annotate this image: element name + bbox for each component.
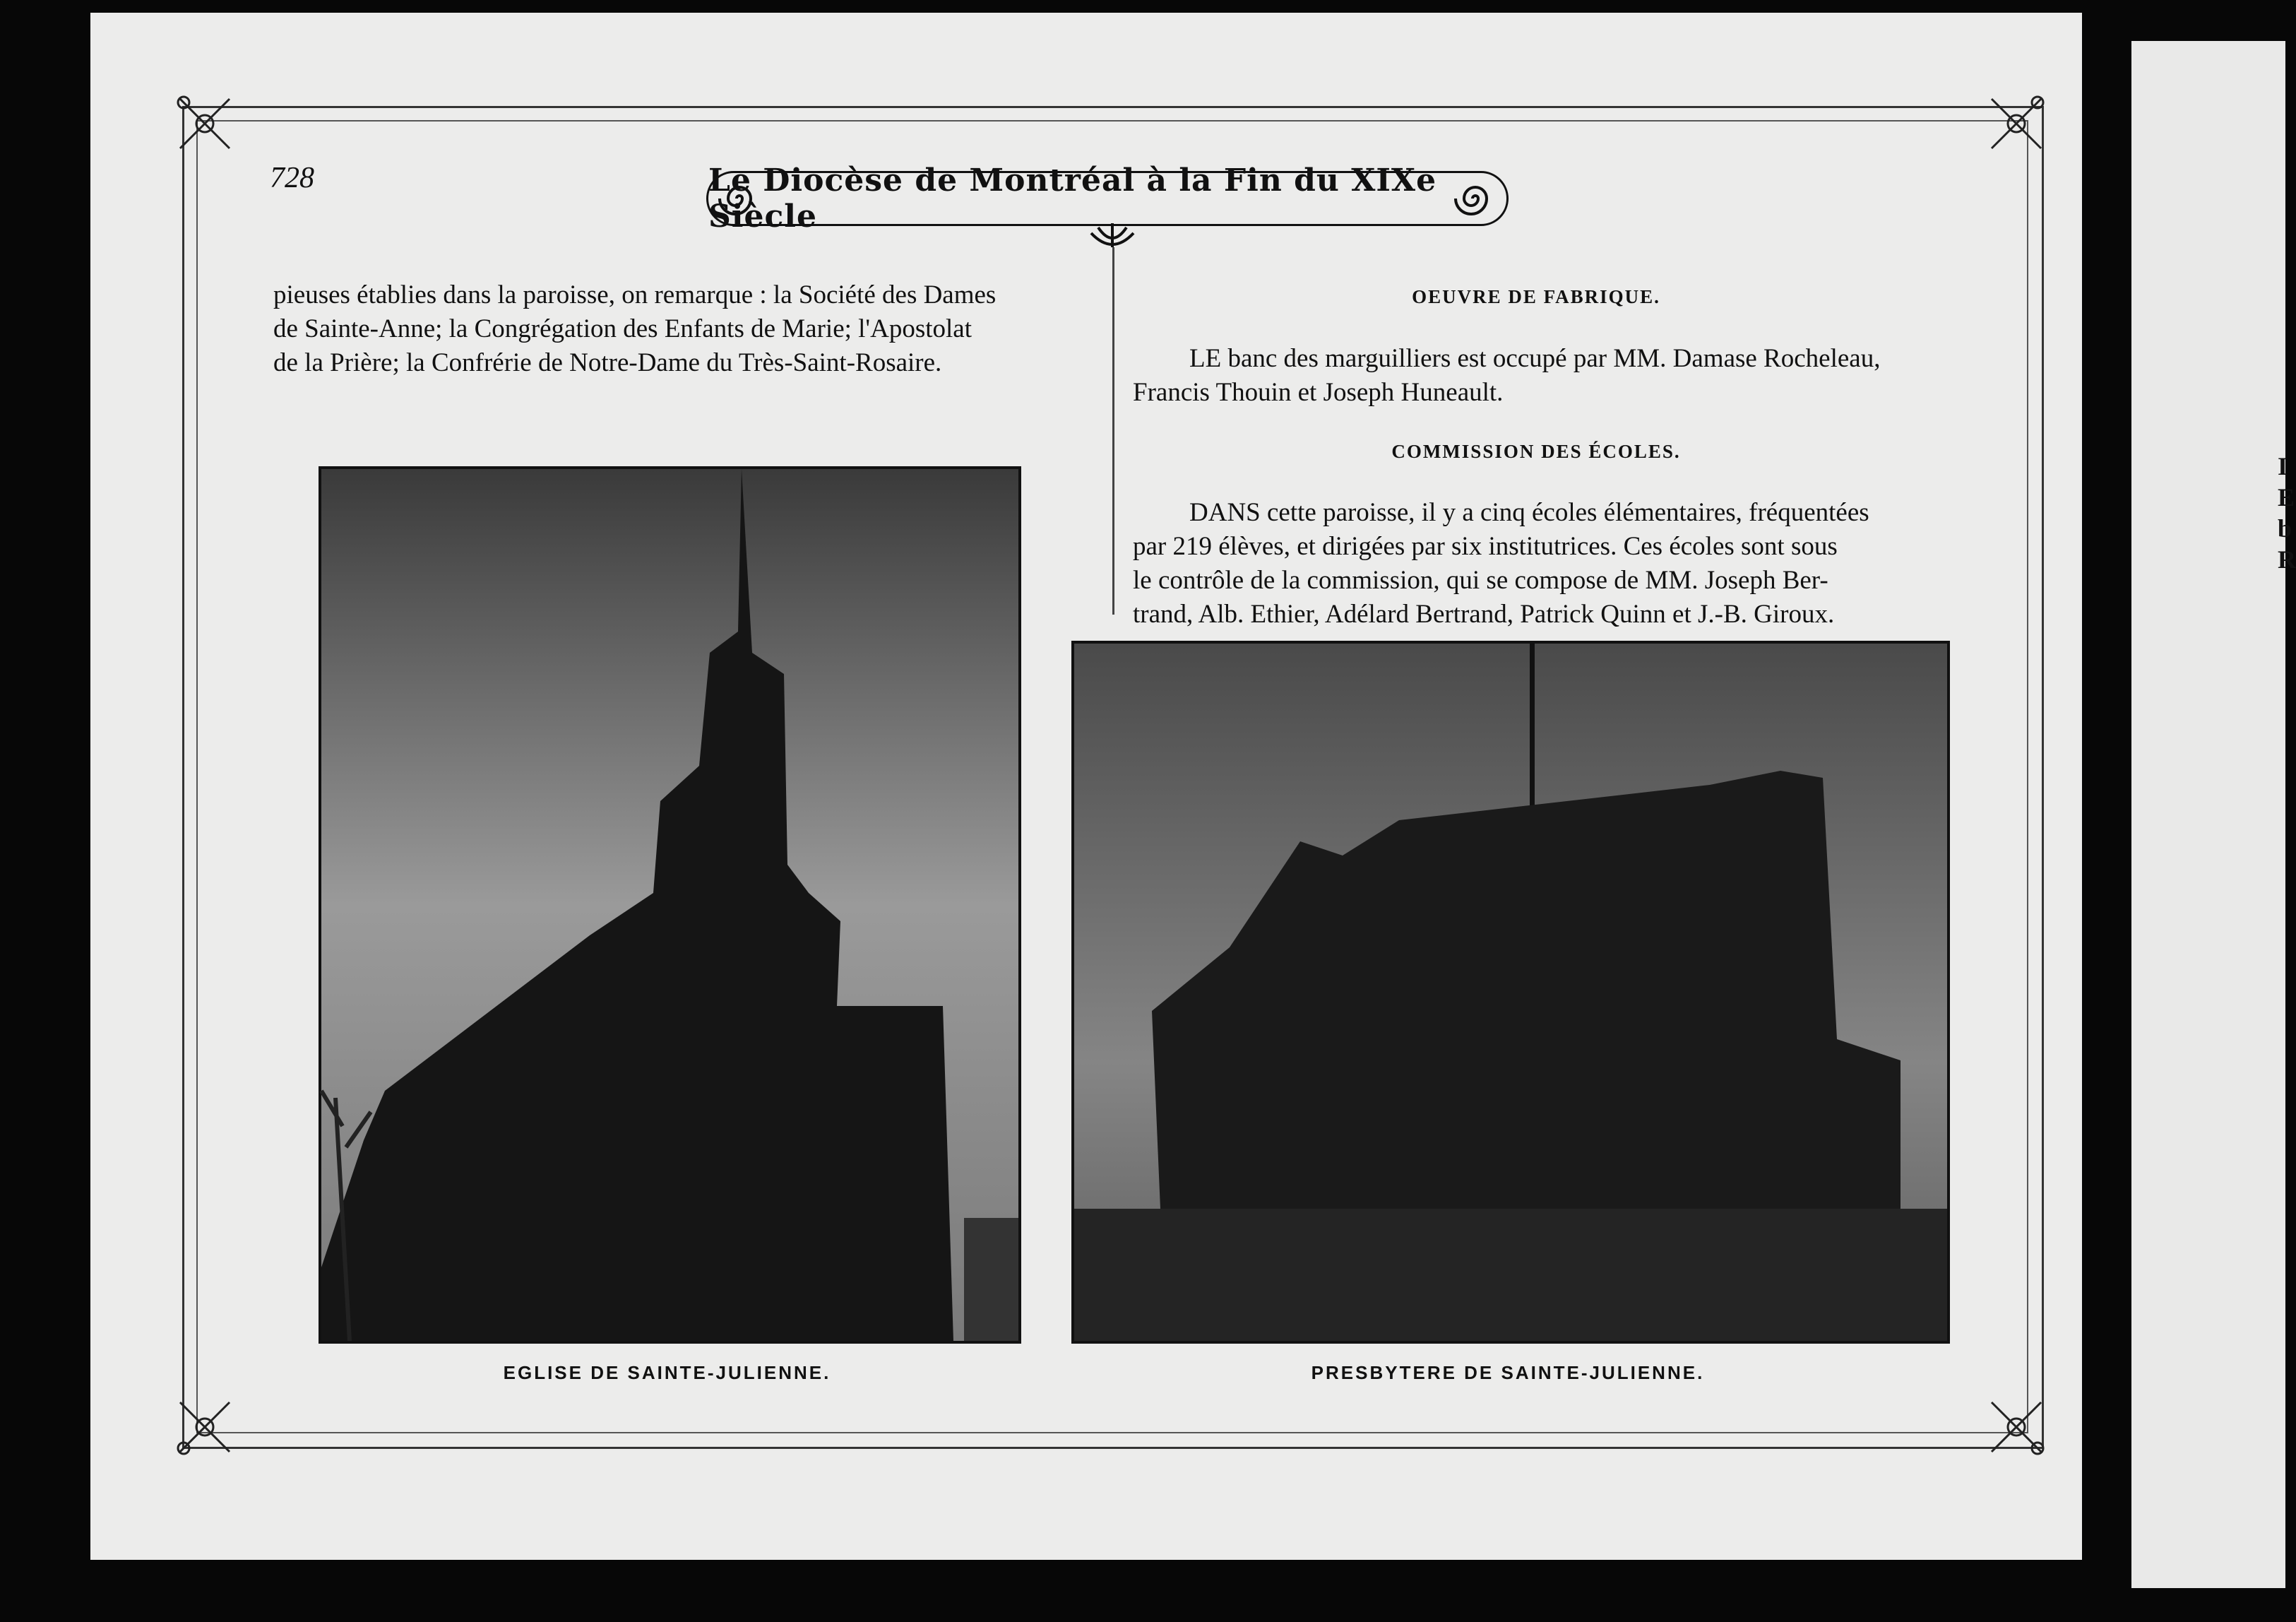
text-line: de la Prière; la Confrérie de Notre-Dame du Très-Saint-Rosaire. bbox=[273, 348, 942, 377]
church-silhouette bbox=[321, 469, 1018, 1341]
running-header bbox=[706, 162, 1509, 235]
corner-ornament-icon bbox=[1985, 1395, 2048, 1459]
text-line: b bbox=[2278, 514, 2292, 543]
header-flourish-icon bbox=[1084, 220, 1141, 250]
corner-ornament-icon bbox=[173, 92, 237, 155]
presbytery-photo bbox=[1071, 641, 1950, 1344]
text-line: trand, Alb. Ethier, Adélard Bertrand, Patrick Quinn et J.-B. Giroux. bbox=[1133, 600, 1835, 629]
fabrique-paragraph bbox=[1133, 342, 1945, 410]
text-line: E bbox=[2278, 483, 2295, 511]
adjacent-page-edge bbox=[2131, 41, 2285, 1588]
text-line: LE banc des marguilliers est occupé par MM. Damase Rocheleau, bbox=[1189, 344, 1881, 373]
text-line: DANS cette paroisse, il y a cinq écoles élémentaires, fréquentées bbox=[1189, 498, 1869, 527]
scroll-swirl-icon bbox=[718, 177, 761, 220]
text-line: R bbox=[2278, 545, 2296, 574]
text-line: par 219 élèves, et dirigées par six institutrices. Ces écoles sont sous bbox=[1133, 532, 1838, 561]
caption-church: EGLISE DE SAINTE-JULIENNE. bbox=[503, 1362, 831, 1383]
corner-ornament-icon bbox=[173, 1395, 237, 1459]
church-photo bbox=[319, 466, 1021, 1344]
page-number: 728 bbox=[270, 162, 314, 194]
adjacent-page-text bbox=[2278, 451, 2296, 575]
text-line: le contrôle de la commission, qui se compose de MM. Joseph Ber- bbox=[1133, 566, 1828, 595]
text-line: I bbox=[2278, 452, 2288, 480]
corner-ornament-icon bbox=[1985, 92, 2048, 155]
text-line: de Sainte-Anne; la Congrégation des Enfants de Marie; l'Apostolat bbox=[273, 314, 972, 343]
section-heading-ecoles: COMMISSION DES ÉCOLES. bbox=[1391, 441, 1681, 462]
left-paragraph bbox=[273, 278, 1085, 380]
scroll-swirl-icon bbox=[1454, 177, 1497, 220]
section-heading-fabrique: OEUVRE DE FABRIQUE. bbox=[1412, 286, 1660, 307]
header-title: Le Diocèse de Montréal à la Fin du XIXe Siècle bbox=[708, 162, 1437, 235]
presbytery-silhouette bbox=[1074, 644, 1947, 1341]
ecoles-paragraph bbox=[1133, 496, 1945, 632]
caption-presbytery: PRESBYTERE DE SAINTE-JULIENNE. bbox=[1311, 1362, 1705, 1383]
text-line: pieuses établies dans la paroisse, on remarque : la Société des Dames bbox=[273, 280, 997, 309]
column-rule bbox=[1112, 247, 1114, 615]
text-line: Francis Thouin et Joseph Huneault. bbox=[1133, 378, 1504, 407]
